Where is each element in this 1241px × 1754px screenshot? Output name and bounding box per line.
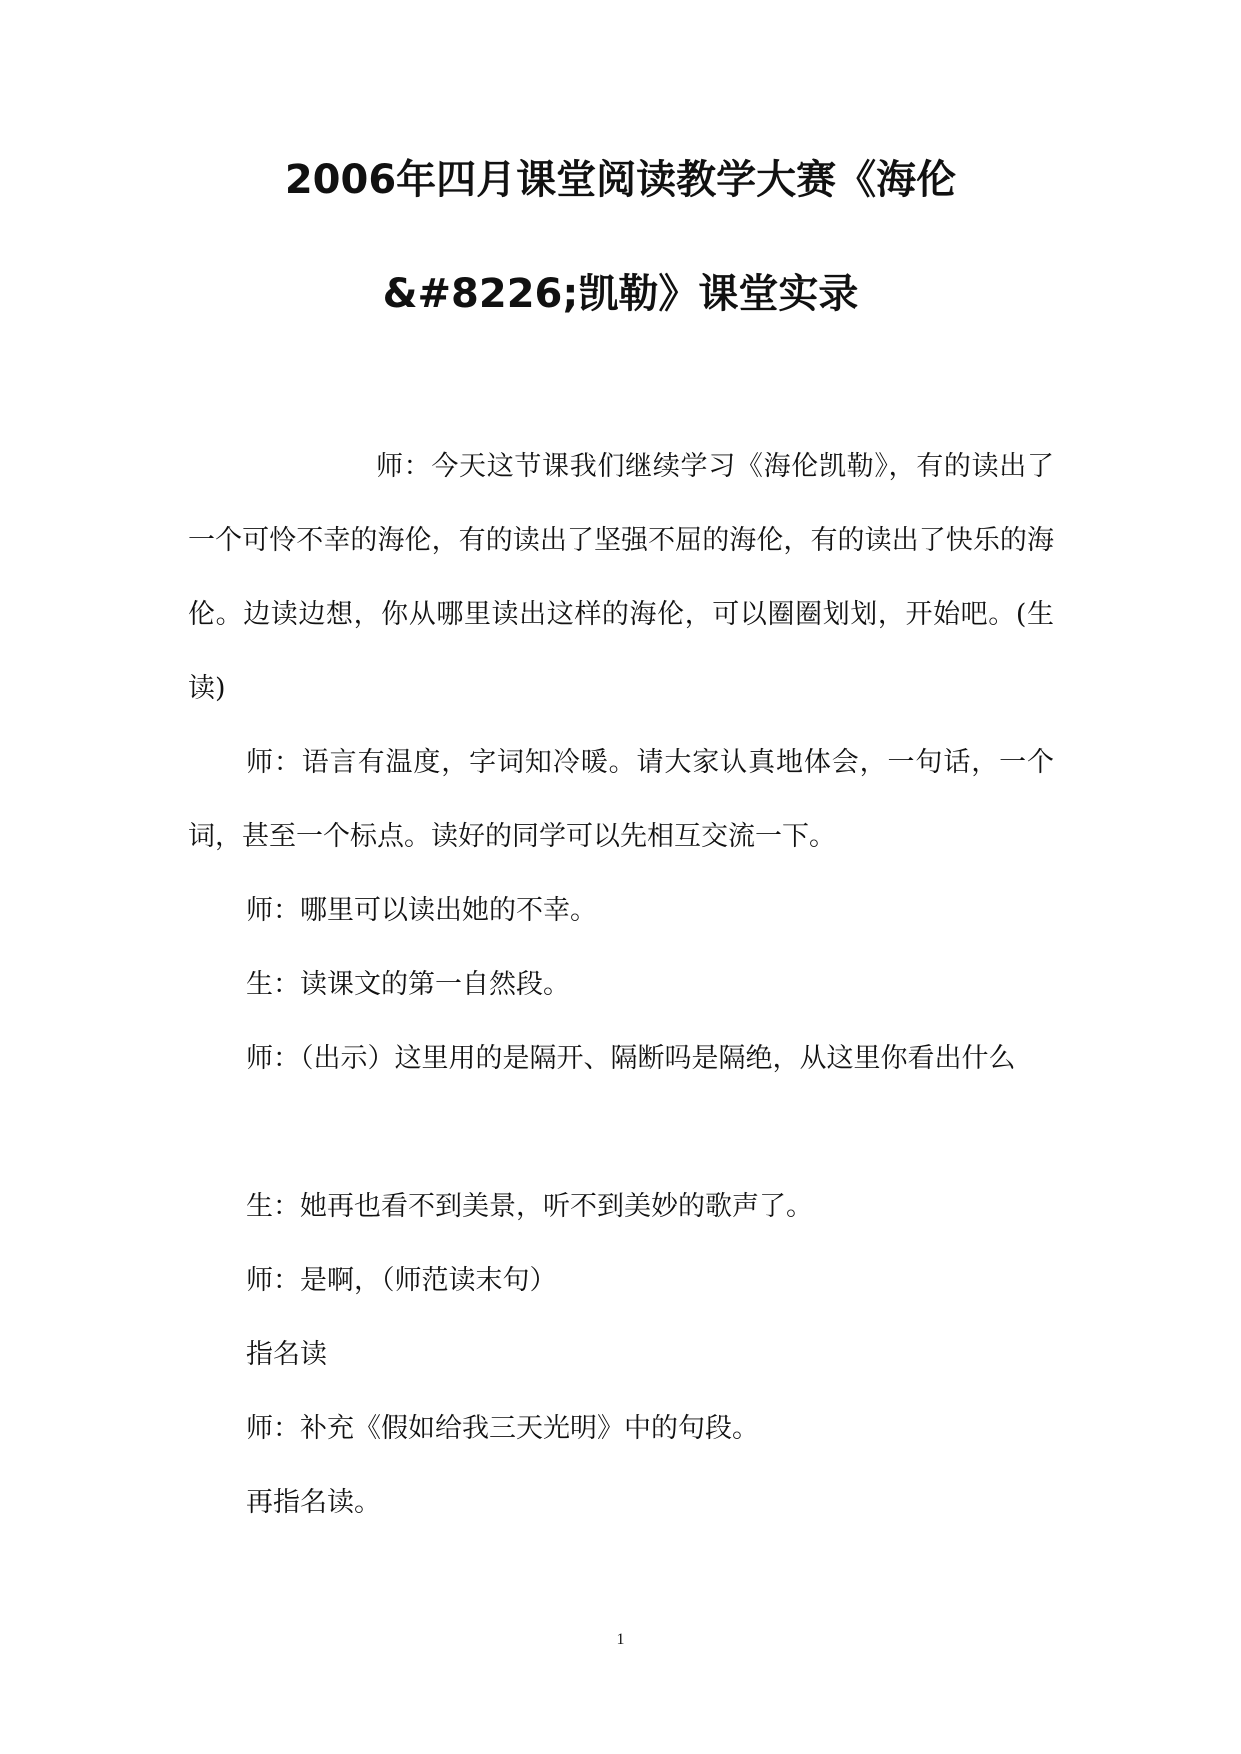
paragraph-10: 再指名读。 (246, 1487, 381, 1518)
paragraph-5: 师：（出示）这里用的是隔开、隔断吗是隔绝，从这里你看出什么 (246, 1043, 1016, 1074)
paragraph-1: 师：今天这节课我们继续学习《海伦凯勒》，有的读出了一个可怜不幸的海伦，有的读出了坚强不屈的海伦，有的读出了快乐的海伦。边读边想，你从哪里读出这样的海伦，可以圈圈划划，开始吧。(生读) (188, 451, 1054, 704)
page-number: 1 (616, 1631, 625, 1648)
document-title-line-2: &#8226;凯勒》课堂实录 (382, 271, 859, 317)
paragraph-8: 指名读 (246, 1339, 327, 1370)
paragraph-3: 师：哪里可以读出她的不幸。 (246, 895, 597, 926)
paragraph-6: 生：她再也看不到美景，听不到美妙的歌声了。 (246, 1191, 813, 1222)
document-title-line-1: 2006年四月课堂阅读教学大赛《海伦 (284, 157, 957, 203)
paragraph-2: 师：语言有温度，字词知冷暖。请大家认真地体会，一句话，一个词，甚至一个标点。读好的同学可以先相互交流一下。 (188, 747, 1054, 852)
paragraph-7: 师：是啊，（师范读末句） (246, 1265, 557, 1296)
paragraph-4: 生：读课文的第一自然段。 (246, 969, 570, 1000)
paragraph-9: 师：补充《假如给我三天光明》中的句段。 (246, 1413, 759, 1444)
